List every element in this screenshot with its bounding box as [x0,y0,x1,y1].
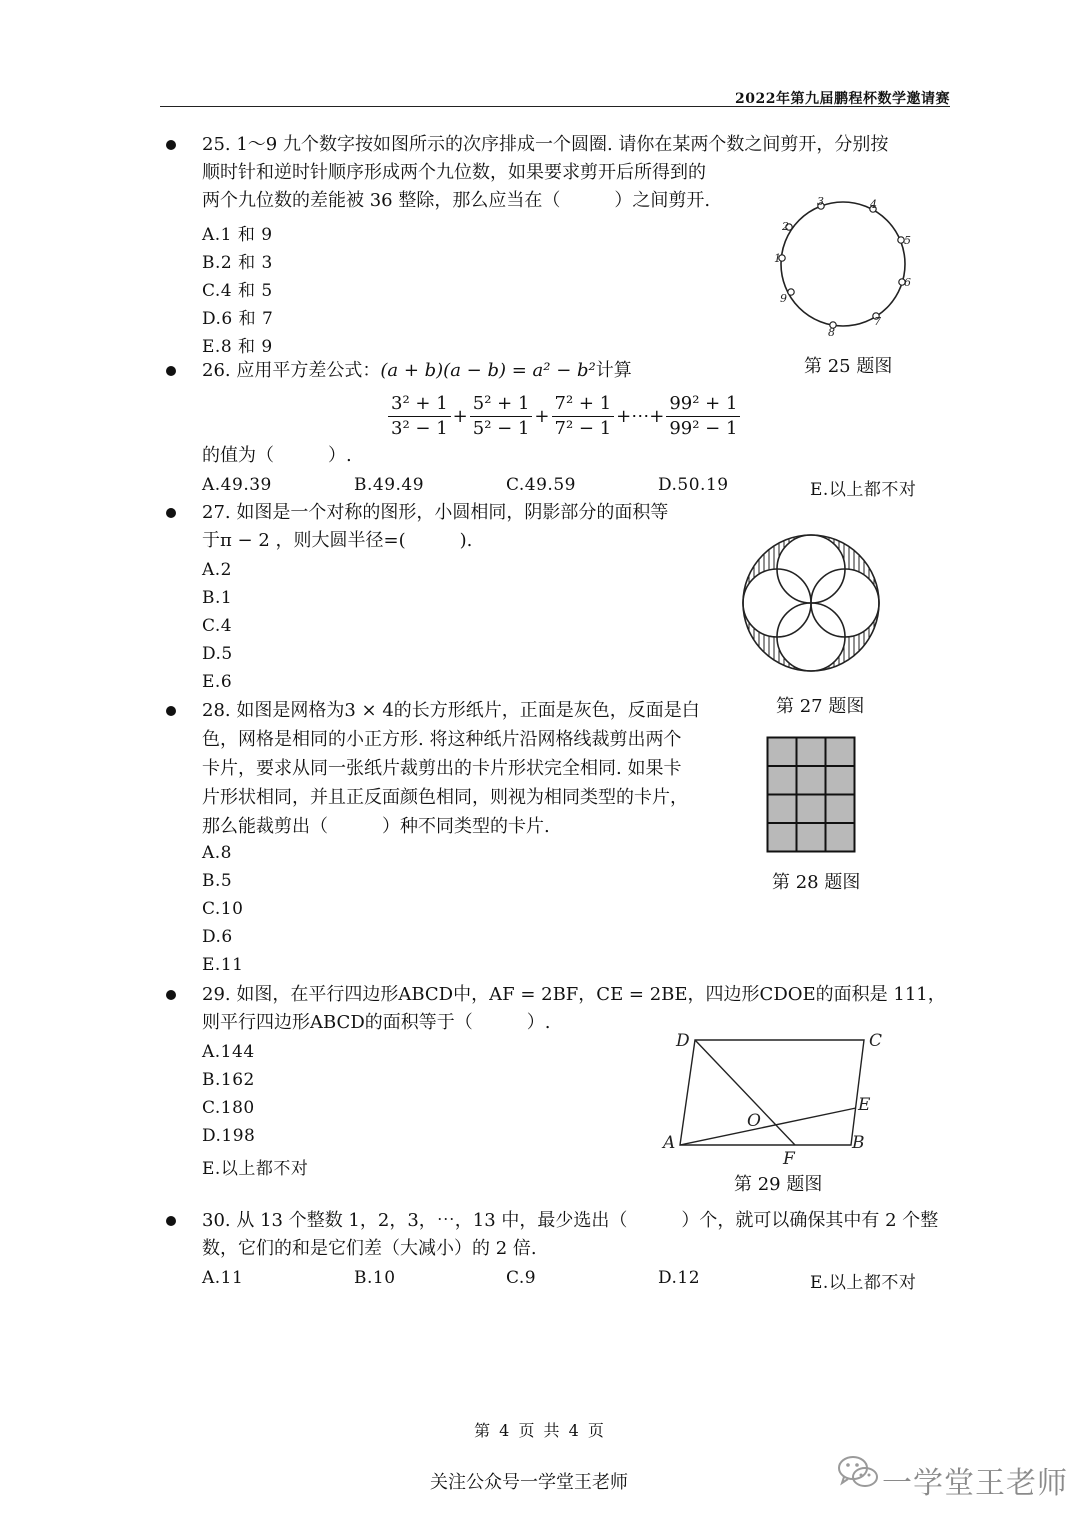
q28-option-e: E.11 [202,955,244,975]
header-title: 2022年第九届鹏程杯数学邀请赛 [735,91,950,107]
q26-fraction-3: $\frac{\text{7² + 1}}{\text{7² − 1}}$ [552,392,615,441]
q29-option-d: D.198 [202,1126,256,1146]
wechat-icon [836,1452,880,1492]
q25-option-d: D.6 和 7 [202,309,274,329]
q29-parallelogram-figure [656,1024,886,1170]
q28-bullet [166,706,176,716]
q30-option-a: A.11 [202,1268,244,1288]
q25-option-e: E.8 和 9 [202,337,273,357]
q25-circle-figure [770,192,920,342]
q26-option-a: A.49.39 [202,475,272,495]
q29-line2: 则平行四边形ABCD的面积等于（ ）. [202,1012,551,1033]
circle-label-7: 7 [874,315,881,328]
q27-bullet [166,508,176,518]
q25-line1: 25. 1～9 九个数字按如图所示的次序排成一个圆圈. 请你在某两个数之间剪开，分别按 [202,134,889,155]
q25-option-a: A.1 和 9 [202,225,273,245]
q26-fraction-2: $\frac{\text{5² + 1}}{\text{5² − 1}}$ [470,392,533,441]
q28-grid-figure [766,736,858,854]
q27-option-d: D.5 [202,644,233,664]
circle-label-2: 2 [782,220,789,233]
q28-line2: 色，网格是相同的小正方形. 将这种纸片沿网格线裁剪出两个 [202,729,682,750]
q26-expression: $\frac{\text{3² + 1}}{\text{3² − 1}}$ + $\frac{\text{5² + 1}}{\text{5² − 1}}$ + $\frac{\text{7² + 1}}{\text{7² − 1}}$ +⋯+ $\frac{\text{99² + 1}}{\text{99² − 1}}$ [388,392,740,441]
q29-option-c: C.180 [202,1098,255,1118]
q27-circles-figure [738,530,884,676]
point-label-a: A [663,1133,676,1153]
q29-line1: 29. 如图，在平行四边形ABCD中，AF = 2BF，CE = 2BE，四边形CDOE的面积是 111， [202,984,946,1005]
point-label-o: O [747,1111,761,1131]
q29-option-a: A.144 [202,1042,255,1062]
q25-bullet [166,140,176,150]
point-label-f: F [783,1149,795,1169]
q28-line4: 片形状相同，并且正反面颜色相同，则视为相同类型的卡片， [202,787,688,808]
q26-option-b: B.49.49 [354,475,425,495]
q27-option-b: B.1 [202,588,233,608]
q28-line3: 卡片，要求从同一张纸片裁剪出的卡片形状完全相同. 如果卡 [202,758,682,779]
q30-bullet [166,1216,176,1226]
q28-option-b: B.5 [202,871,233,891]
q25-line2: 顺时针和逆时针顺序形成两个九位数，如果要求剪开后所得到的 [202,162,706,183]
q26-option-d: D.50.19 [658,475,729,495]
circle-label-9: 9 [780,292,787,305]
q29-bullet [166,990,176,1000]
q30-line1: 30. 从 13 个整数 1，2，3，⋯，13 中，最少选出（ ）个，就可以确保其中有 2 个整 [202,1210,939,1231]
q27-option-c: C.4 [202,616,233,636]
q30-line2: 数，它们的和是它们差（大减小）的 2 倍. [202,1238,537,1259]
point-label-b: B [852,1133,865,1153]
header-rule [160,106,950,107]
q25-option-c: C.4 和 5 [202,281,273,301]
q29-option-e: E.以上都不对 [202,1159,309,1179]
watermark-text: 一学堂王老师 [882,1466,1068,1501]
q25-line3: 两个九位数的差能被 36 整除，那么应当在（ ）之间剪开. [202,190,711,211]
q26-option-c: C.49.59 [506,475,576,495]
q29-option-b: B.162 [202,1070,255,1090]
q27-option-a: A.2 [202,560,232,580]
q30-option-d: D.12 [658,1268,701,1288]
q29-figure-caption: 第 29 题图 [734,1174,823,1195]
q27-line1: 27. 如图是一个对称的图形，小圆相同，阴影部分的面积等 [202,502,669,523]
q26-line1-prefix: 26. 应用平方差公式： [202,360,381,381]
circle-label-5: 5 [904,234,911,247]
q28-option-d: D.6 [202,927,233,947]
point-label-e: E [858,1095,871,1115]
q26-line1 [202,357,632,385]
q27-figure-caption: 第 27 题图 [776,696,865,717]
circle-label-6: 6 [904,276,911,289]
q28-line5: 那么能裁剪出（ ）种不同类型的卡片. [202,816,550,837]
q28-line1: 28. 如图是网格为3 × 4的长方形纸片，正面是灰色，反面是白 [202,700,700,721]
q26-option-e: E.以上都不对 [810,480,917,500]
q30-option-c: C.9 [506,1268,537,1288]
q27-option-e: E.6 [202,672,233,692]
circle-label-3: 3 [817,195,824,208]
circle-label-1: 1 [774,252,781,265]
q25-option-b: B.2 和 3 [202,253,273,273]
q28-option-c: C.10 [202,899,244,919]
q30-option-b: B.10 [354,1268,396,1288]
page-number: 第 4 页 共 4 页 [474,1421,606,1440]
q26-fraction-4: $\frac{\text{99² + 1}}{\text{99² − 1}}$ [666,392,740,441]
q26-formula: (a + b)(a − b) = a² − b² [380,360,596,381]
q25-figure-caption: 第 25 题图 [804,356,893,377]
q28-option-a: A.8 [202,843,232,863]
circle-label-8: 8 [828,326,835,339]
q28-figure-caption: 第 28 题图 [772,872,861,893]
q30-option-e: E.以上都不对 [810,1273,917,1293]
point-label-d: D [676,1031,690,1051]
q27-line2: 于π − 2 ，则大圆半径=( ). [202,530,473,551]
circle-label-4: 4 [870,198,877,211]
q26-line3: 的值为（ ）. [202,445,352,466]
point-label-c: C [869,1031,883,1051]
q26-line1-suffix: 计算 [595,360,632,381]
follow-notice: 关注公众号一学堂王老师 [430,1472,628,1493]
q26-bullet [166,366,176,376]
q26-fraction-1: $\frac{\text{3² + 1}}{\text{3² − 1}}$ [388,392,451,441]
